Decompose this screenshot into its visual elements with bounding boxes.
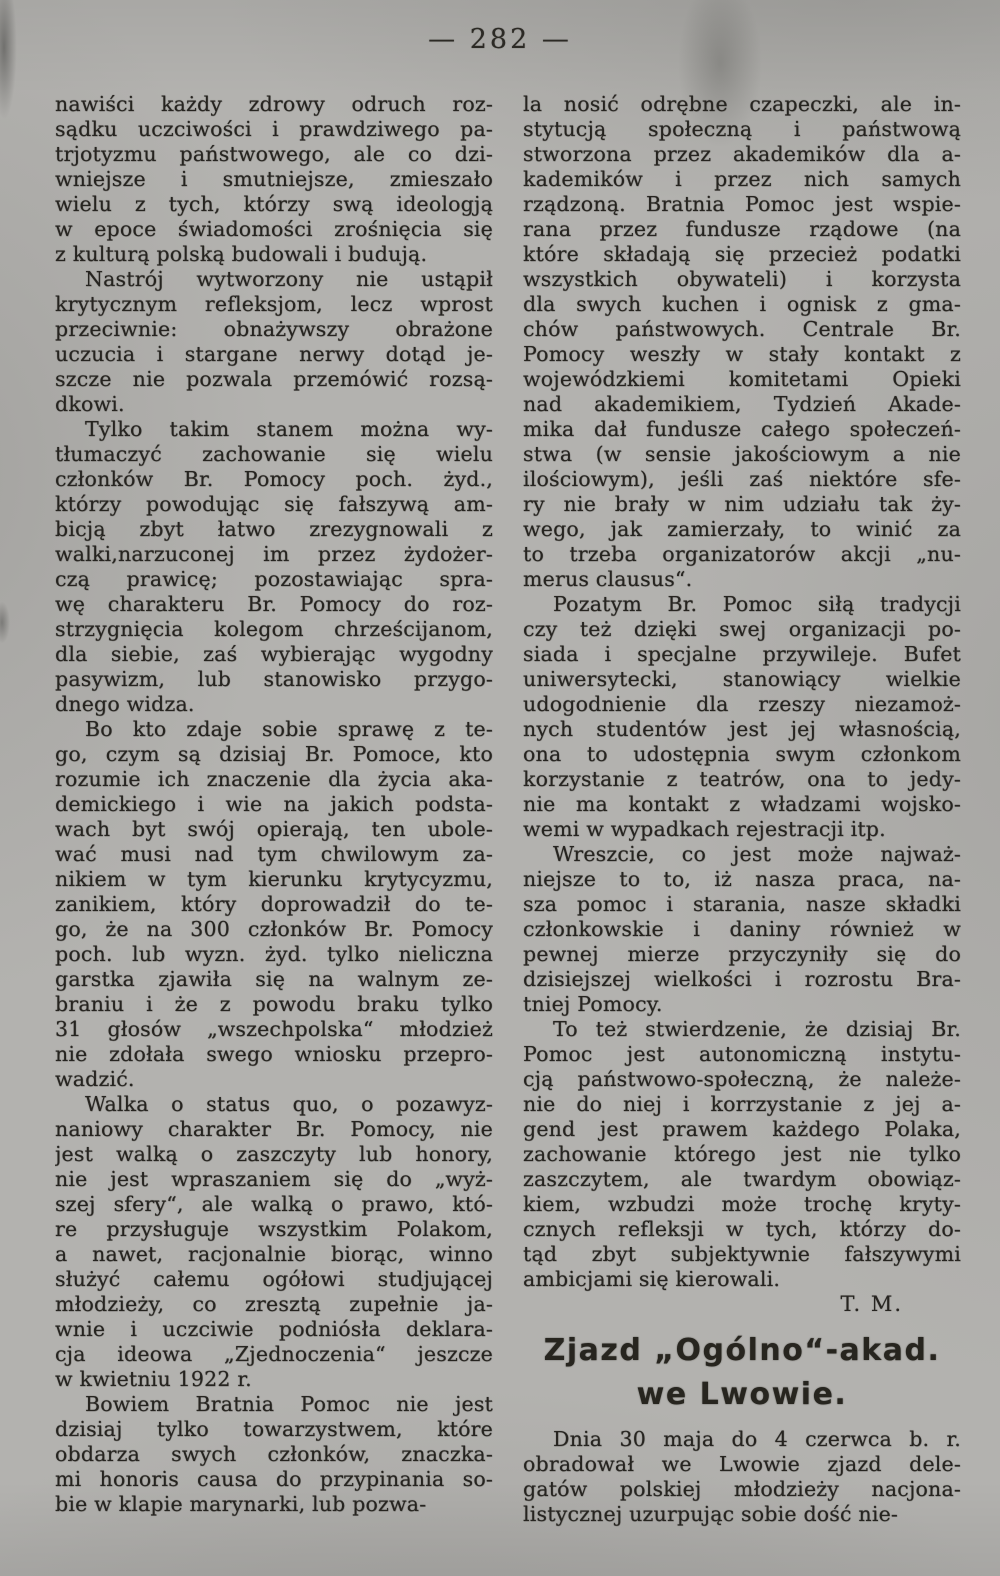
- text-line: nie ma kontakt z władzami wojsko-: [523, 792, 961, 816]
- text-line: czą prawicę; pozostawiając spra-: [55, 567, 493, 591]
- text-line: wego, jak zamierzały, to winić za: [523, 517, 961, 541]
- text-line: Pozatym Br. Pomoc siłą tradycji: [553, 592, 961, 616]
- article-signature: T. M.: [840, 1292, 903, 1316]
- text-line: wemi w wypadkach rejestracji itp.: [523, 817, 886, 841]
- text-line: strzygnięcia kolegom chrześcijanom,: [55, 617, 493, 641]
- text-line: dkowi.: [55, 392, 125, 416]
- text-line: młodzieży, co zresztą zupełnie ja-: [55, 1292, 493, 1316]
- text-line: cznych refleksji w tych, którzy do-: [523, 1217, 961, 1241]
- text-line: wadzić.: [55, 1067, 135, 1091]
- left-column: [55, 92, 493, 1527]
- text-line: zachowanie którego jest nie tylko: [523, 1142, 961, 1166]
- text-line: uczucia i stargane nerwy dotąd je-: [55, 342, 493, 366]
- text-line: Walka o status quo, o pozawyz-: [85, 1092, 493, 1116]
- text-line: Bowiem Bratnia Pomoc nie jest: [85, 1392, 493, 1416]
- text-line: Dnia 30 maja do 4 czerwca b. r.: [553, 1427, 961, 1451]
- text-line: którzy powodując się fałszywą am-: [55, 492, 493, 516]
- text-line: Pomocy weszły w stały kontakt z: [523, 342, 961, 366]
- text-line: ona to udostępnia swym członkom: [523, 742, 961, 766]
- text-line: garstka zjawiła się na walnym ze-: [55, 967, 493, 991]
- text-line: członkowskie i daniny również w: [523, 917, 961, 941]
- text-line: nawiści każdy zdrowy odruch roz-: [55, 92, 493, 116]
- text-line: szcze nie pozwala przemówić rozsą-: [55, 367, 493, 391]
- text-line: wać musi nad tym chwilowym za-: [55, 842, 493, 866]
- text-line: a nawet, racjonalnie biorąc, winno: [55, 1242, 493, 1266]
- text-line: ry nie brały w nim udziału tak ży-: [523, 492, 961, 516]
- text-line: rządzoną. Bratnia Pomoc jest wspie-: [523, 192, 961, 216]
- paragraph: [55, 92, 493, 267]
- two-column-layout: [55, 92, 961, 1527]
- text-line: wę charakteru Br. Pomocy do roz-: [55, 592, 493, 616]
- text-line: niejsze to to, iż nasza praca, na-: [523, 867, 961, 891]
- text-line: Bo kto zdaje sobie sprawę z te-: [85, 717, 493, 741]
- text-line: ambicjami się kierowali.: [523, 1267, 781, 1291]
- text-line: nie zdołała swego wniosku przepro-: [55, 1042, 493, 1066]
- text-line: rana przez fundusze rządowe (na: [523, 217, 961, 241]
- text-line: la nosić odrębne czapeczki, ale in-: [523, 92, 961, 116]
- text-line: kiem, wzbudzi może trochę kryty-: [523, 1192, 961, 1216]
- text-line: Tylko takim stanem można wy-: [85, 417, 493, 441]
- page-number: — 282 —: [428, 24, 572, 55]
- text-line: naniowy charakter Br. Pomocy, nie: [55, 1117, 493, 1141]
- text-line: udogodnienie dla rzeszy niezamoż-: [523, 692, 961, 716]
- text-line: re przysługuje wszystkim Polakom,: [55, 1217, 493, 1241]
- text-line: nych studentów jest jej własnością,: [523, 717, 961, 741]
- text-line: cją państwowo-społeczną, że należe-: [523, 1067, 961, 1091]
- text-line: jest walką o zaszczyty lub honory,: [55, 1142, 493, 1166]
- text-line: dla swych kuchen i ognisk z gma-: [523, 292, 961, 316]
- paragraph: [523, 1427, 961, 1527]
- article2-heading-line2: we Lwowie.: [636, 1377, 848, 1412]
- text-line: nad akademikiem, Tydzień Akade-: [523, 392, 961, 416]
- paragraph: [523, 592, 961, 842]
- text-line: nie do niej i korrzystanie z jej a-: [523, 1092, 961, 1116]
- text-line: tąd zbyt subjektywnie fałszywymi: [523, 1242, 961, 1266]
- text-line: dzisiejszej wielkości i rozrostu Bra-: [523, 967, 961, 991]
- text-line: zaszczytem, ale twardym obowiąz-: [523, 1167, 961, 1191]
- text-line: korzystanie z teatrów, ona to jedy-: [523, 767, 961, 791]
- text-line: wojewódzkiemi komitetami Opieki: [523, 367, 961, 391]
- paragraph: [55, 1392, 493, 1517]
- text-line: sza pomoc i starania, nasze składki: [523, 892, 961, 916]
- article2-heading-line1: Zjazd „Ogólno“-akad.: [543, 1333, 941, 1368]
- text-line: sądku uczciwości i prawdziwego pa-: [55, 117, 493, 141]
- text-line: Nastrój wytworzony nie ustąpił: [85, 267, 493, 291]
- right-column: [523, 92, 961, 1527]
- text-line: wielu z tych, którzy swą ideologją: [55, 192, 493, 216]
- text-line: dzisiaj tylko towarzystwem, które: [55, 1417, 493, 1441]
- text-line: kademików i przez nich samych: [523, 167, 961, 191]
- text-line: stwa (w sensie jakościowym a nie: [523, 442, 961, 466]
- text-line: stworzona przez akademików dla a-: [523, 142, 961, 166]
- text-line: braniu i że z powodu braku tylko: [55, 992, 493, 1016]
- article1-right-text: [523, 92, 961, 1292]
- text-line: przeciwnie: obnażywszy obrażone: [55, 317, 493, 341]
- text-line: mika dał fundusze całego społeczeń-: [523, 417, 961, 441]
- text-line: rozumie ich znaczenie dla życia aka-: [55, 767, 493, 791]
- text-line: 31 głosów „wszechpolska“ młodzież: [55, 1017, 493, 1041]
- article2-text: [523, 1427, 961, 1527]
- paragraph: [55, 717, 493, 1092]
- text-line: bie w klapie marynarki, lub pozwa-: [55, 1492, 427, 1516]
- text-line: tłumaczyć zachowanie się wielu: [55, 442, 493, 466]
- text-line: go, że na 300 członków Br. Pomocy: [55, 917, 493, 941]
- text-line: poch. lub wyzn. żyd. tylko nieliczna: [55, 942, 493, 966]
- paragraph: [55, 417, 493, 717]
- text-line: z kulturą polską budowali i budują.: [55, 242, 428, 266]
- text-line: merus clausus“.: [523, 567, 693, 591]
- text-line: uniwersytecki, stanowiący wielkie: [523, 667, 961, 691]
- text-line: obradował we Lwowie zjazd dele-: [523, 1452, 961, 1476]
- paragraph: [523, 92, 961, 592]
- text-line: pewnej mierze przyczyniły się do: [523, 942, 961, 966]
- text-line: nikiem w tym kierunku krytycyzmu,: [55, 867, 493, 891]
- text-line: demickiego i wie na jakich podsta-: [55, 792, 493, 816]
- text-line: bicją zbyt łatwo zrezygnowali z: [55, 517, 493, 541]
- text-line: służyć całemu ogółowi studjującej: [55, 1267, 493, 1291]
- text-line: członków Br. Pomocy poch. żyd.,: [55, 467, 493, 491]
- text-line: Pomoc jest autonomiczną instytu-: [523, 1042, 961, 1066]
- text-line: cja ideowa „Zjednoczenia“ jeszcze: [55, 1342, 493, 1366]
- text-line: dla siebie, zaś wybierając wygodny: [55, 642, 493, 666]
- paragraph: [523, 842, 961, 1017]
- text-line: trjotyzmu państwowego, ale co dzi-: [55, 142, 493, 166]
- text-line: chów państwowych. Centrale Br.: [523, 317, 961, 341]
- text-line: gend jest prawem każdego Polaka,: [523, 1117, 961, 1141]
- text-line: wnie i uczciwie podniósła deklara-: [55, 1317, 493, 1341]
- text-line: krytycznym refleksjom, lecz wprost: [55, 292, 493, 316]
- text-line: mi honoris causa do przypinania so-: [55, 1467, 493, 1491]
- text-line: listycznej uzurpując sobie dość nie-: [523, 1502, 899, 1526]
- text-line: tniej Pomocy.: [523, 992, 663, 1016]
- text-line: wach byt swój opierają, ten ubole-: [55, 817, 493, 841]
- text-line: to trzeba organizatorów akcji „nu-: [523, 542, 961, 566]
- text-line: ilościowym), jeśli zaś niektóre sfe-: [523, 467, 961, 491]
- text-line: w kwietniu 1922 r.: [55, 1367, 252, 1391]
- text-line: czy też dzięki swej organizacji po-: [523, 617, 961, 641]
- paragraph: [523, 1017, 961, 1292]
- text-line: siada i specjalne przywileje. Bufet: [523, 642, 961, 666]
- article2-heading: [523, 1329, 961, 1417]
- text-line: wniejsze i smutniejsze, zmieszało: [55, 167, 493, 191]
- text-line: które składają się przecież podatki: [523, 242, 961, 266]
- text-line: dnego widza.: [55, 692, 195, 716]
- text-line: zanikiem, który doprowadził do te-: [55, 892, 493, 916]
- text-line: obdarza swych członków, znaczka-: [55, 1442, 493, 1466]
- paragraph: [55, 1092, 493, 1392]
- text-line: walki,narzuconej im przez żydożer-: [55, 542, 493, 566]
- text-line: gatów polskiej młodzieży nacjona-: [523, 1477, 961, 1501]
- text-line: To też stwierdzenie, że dzisiaj Br.: [553, 1017, 961, 1041]
- text-line: w epoce świadomości zrośnięcia się: [55, 217, 493, 241]
- paragraph: [55, 267, 493, 417]
- text-line: go, czym są dzisiaj Br. Pomoce, kto: [55, 742, 493, 766]
- text-line: szej sfery“, ale walką o prawo, któ-: [55, 1192, 493, 1216]
- text-line: Wreszcie, co jest może najważ-: [553, 842, 961, 866]
- text-line: stytucją społeczną i państwową: [523, 117, 961, 141]
- text-line: wszystkich obywateli) i korzysta: [523, 267, 961, 291]
- text-line: nie jest wpraszaniem się do „wyż-: [55, 1167, 493, 1191]
- text-line: pasywizm, lub stanowisko przygo-: [55, 667, 493, 691]
